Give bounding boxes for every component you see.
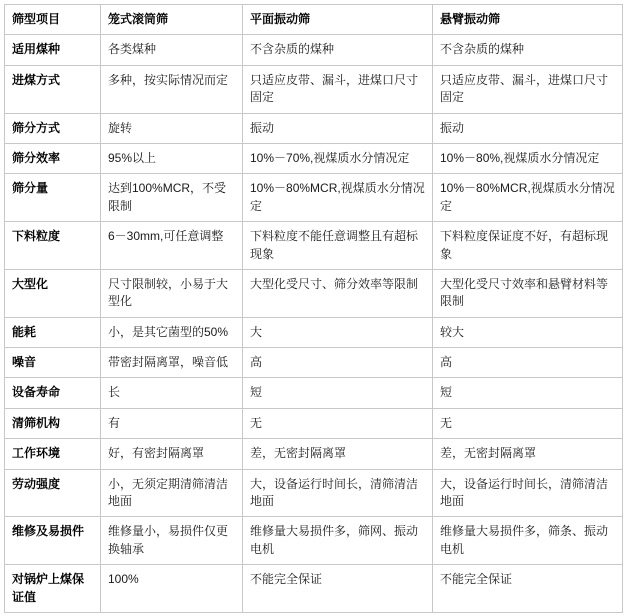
table-cell: 旋转 [101,113,243,143]
row-label: 维修及易损件 [5,517,101,565]
table-row [5,174,623,222]
row-label: 清筛机构 [5,408,101,438]
table-cell: 大 [243,317,433,347]
column-header-1: 笼式滚筒筛 [101,5,243,35]
column-header-3: 悬臂振动筛 [433,5,623,35]
table-row [5,348,623,378]
table-cell: 差，无密封隔离罩 [433,439,623,469]
table-cell: 下料粒度不能任意调整且有超标现象 [243,222,433,270]
row-label: 大型化 [5,269,101,317]
row-label: 噪音 [5,348,101,378]
table-row [5,113,623,143]
row-label: 能耗 [5,317,101,347]
table-cell: 大型化受尺寸效率和悬臂材料等限制 [433,269,623,317]
table-cell: 10%－70%,视煤质水分情况定 [243,143,433,173]
row-label: 设备寿命 [5,378,101,408]
table-cell: 大型化受尺寸、筛分效率等限制 [243,269,433,317]
row-label: 下料粒度 [5,222,101,270]
table-cell: 各类煤种 [101,35,243,65]
table-row [5,378,623,408]
table-cell: 维修量小，易损件仅更换轴承 [101,517,243,565]
table-cell: 维修量大易损件多，筛网、振动电机 [243,517,433,565]
table-row [5,65,623,113]
table-cell: 无 [243,408,433,438]
column-header-0: 筛型项目 [5,5,101,35]
table-row [5,222,623,270]
table-row [5,517,623,565]
table-cell: 有 [101,408,243,438]
table-cell: 带密封隔离罩，噪音低 [101,348,243,378]
table-cell: 6－30mm,可任意调整 [101,222,243,270]
row-label: 适用煤种 [5,35,101,65]
row-label: 进煤方式 [5,65,101,113]
table-cell: 长 [101,378,243,408]
table-cell: 100% [101,565,243,613]
table-cell: 维修量大易损件多，筛条、振动电机 [433,517,623,565]
row-label: 对锅炉上煤保证值 [5,565,101,613]
table-body [5,5,623,613]
table-cell: 只适应皮带、漏斗，进煤口尺寸固定 [433,65,623,113]
row-label: 筛分量 [5,174,101,222]
table-cell: 高 [243,348,433,378]
table-cell: 不能完全保证 [243,565,433,613]
row-label: 工作环境 [5,439,101,469]
table-cell: 不含杂质的煤种 [243,35,433,65]
table-cell: 下料粒度保证度不好，有超标现象 [433,222,623,270]
table-cell: 差，无密封隔离罩 [243,439,433,469]
table-cell: 达到100%MCR，不受限制 [101,174,243,222]
table-row [5,565,623,613]
table-cell: 短 [433,378,623,408]
table-cell: 振动 [433,113,623,143]
table-cell: 大，设备运行时间长，清筛清洁地面 [433,469,623,517]
table-cell: 多种，按实际情况而定 [101,65,243,113]
table-cell: 尺寸限制较，小易于大型化 [101,269,243,317]
table-cell: 好，有密封隔离罩 [101,439,243,469]
table-cell: 95%以上 [101,143,243,173]
table-cell: 10%－80%MCR,视煤质水分情况定 [243,174,433,222]
table-cell: 10%－80%MCR,视煤质水分情况定 [433,174,623,222]
table-cell: 振动 [243,113,433,143]
table-row [5,317,623,347]
table-cell: 10%－80%,视煤质水分情况定 [433,143,623,173]
table-cell: 较大 [433,317,623,347]
table-cell: 小，无须定期清筛清洁地面 [101,469,243,517]
table-row [5,269,623,317]
table-row [5,439,623,469]
table-cell: 短 [243,378,433,408]
row-label: 筛分效率 [5,143,101,173]
table-cell: 无 [433,408,623,438]
table-cell: 小，是其它菌型的50% [101,317,243,347]
table-cell: 不含杂质的煤种 [433,35,623,65]
table-cell: 不能完全保证 [433,565,623,613]
table-row [5,408,623,438]
table-row [5,469,623,517]
row-label: 劳动强度 [5,469,101,517]
table-row [5,35,623,65]
table-header-row [5,5,623,35]
table-cell: 高 [433,348,623,378]
row-label: 筛分方式 [5,113,101,143]
screen-comparison-table [4,4,623,613]
table-row [5,143,623,173]
table-cell: 只适应皮带、漏斗，进煤口尺寸固定 [243,65,433,113]
column-header-2: 平面振动筛 [243,5,433,35]
table-cell: 大，设备运行时间长，清筛清洁地面 [243,469,433,517]
